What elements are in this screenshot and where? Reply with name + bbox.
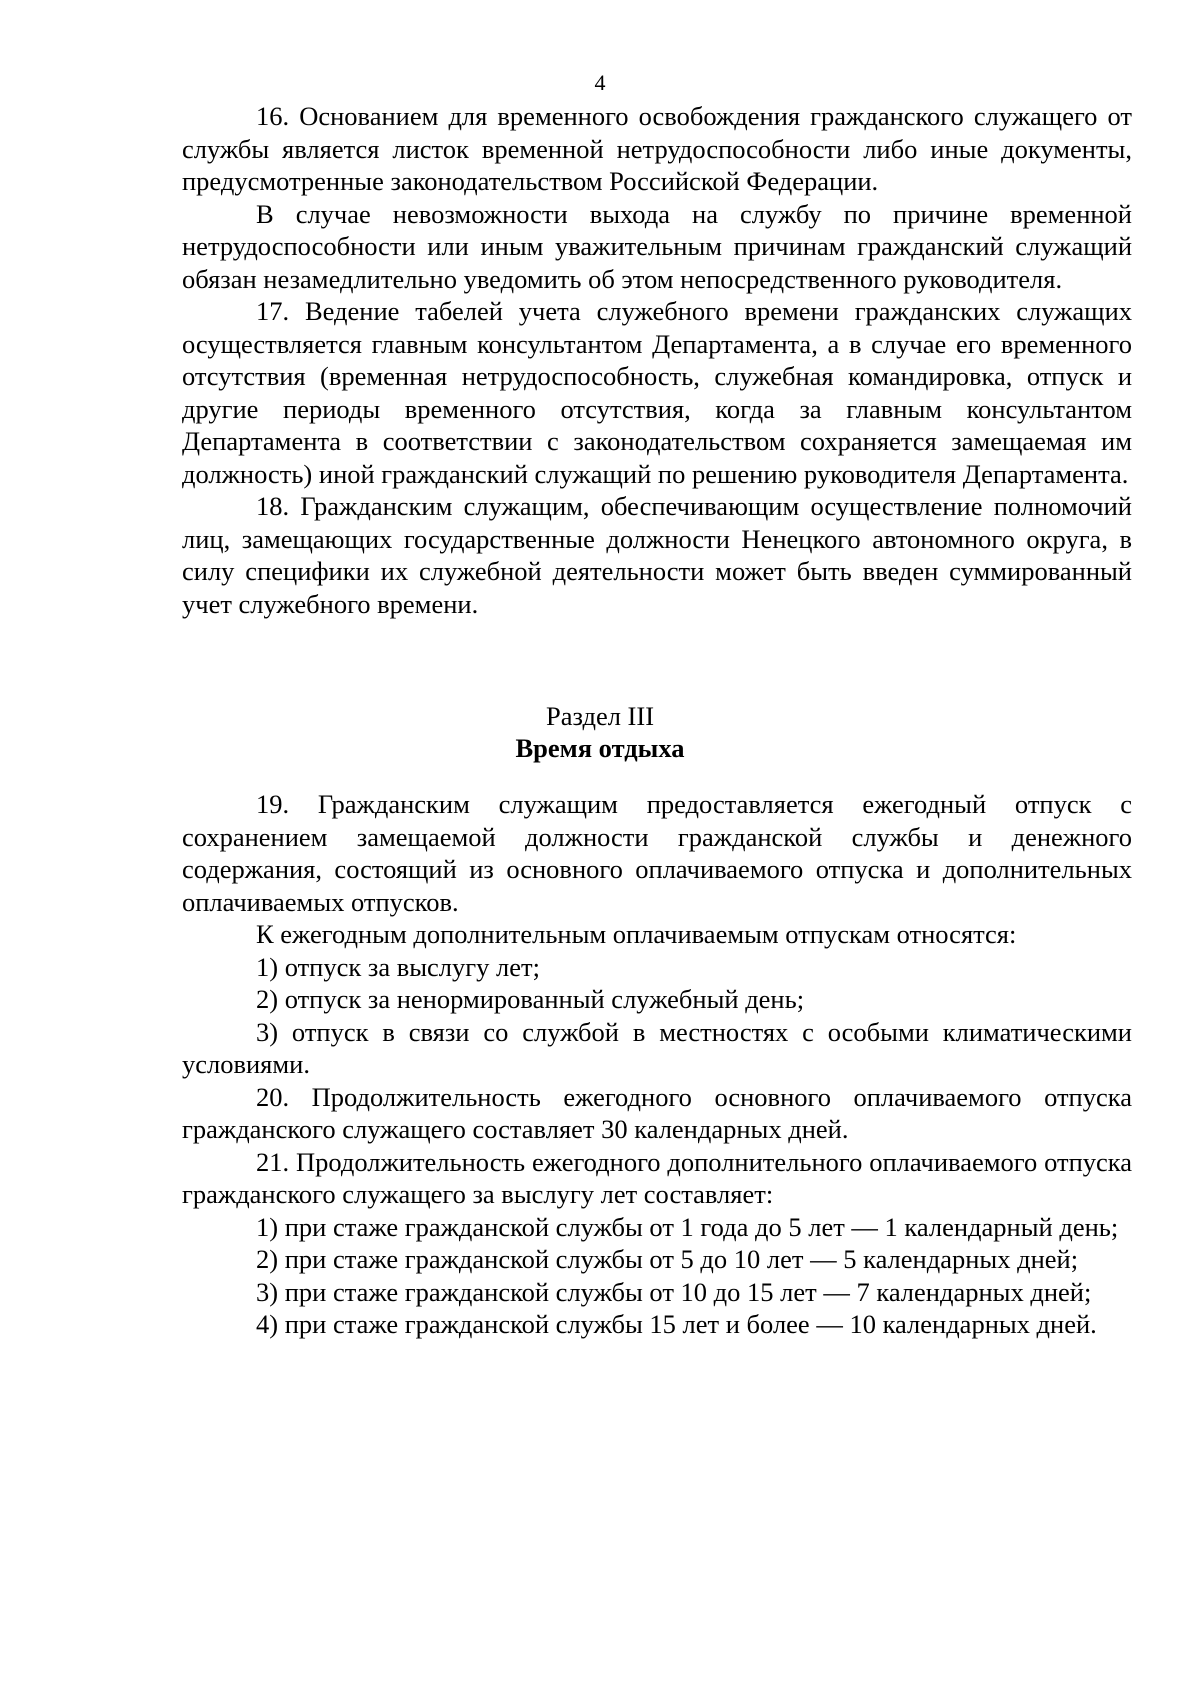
paragraph-17: 17. Ведение табелей учета служебного времени гражданских служащих осуществляется главным консультантом Департамента, а в случае его временного отсутствия (временная нетрудоспособность, служебная командировка, отпуск и другие периоды временного отсутствия, когда за главным консультантом Департамента в соответствии с законодательством сохраняется замещаемая им должность) иной гражданский служащий по решению руководителя Департамента. xyxy=(182,296,1132,489)
paragraph-16: 16. Основанием для временного освобождения гражданского служащего от службы является листок временной нетрудоспособности либо иные документы, предусмотренные законодательством Российской Федерации. xyxy=(182,101,1132,196)
paragraph-16-note: В случае невозможности выхода на службу по причине временной нетрудоспособности или иным уважительным причинам гражданский служащий обязан незамедлительно уведомить об этом непосредственного руководителя. xyxy=(182,198,1132,294)
text-block-before-section xyxy=(182,100,1132,620)
tenure-item-4: 4) при стаже гражданской службы 15 лет и более — 10 календарных дней. xyxy=(256,1309,1097,1339)
paragraph-19-list-intro: К ежегодным дополнительным оплачиваемым отпускам относятся: xyxy=(256,919,1017,949)
paragraph-19: 19. Гражданским служащим предоставляется ежегодный отпуск с сохранением замещаемой должности гражданской службы и денежного содержания, состоящий из основного оплачиваемого отпуска и дополнительных оплачиваемых отпусков. xyxy=(182,789,1132,917)
tenure-item-3: 3) при стаже гражданской службы от 10 до 15 лет — 7 календарных дней; xyxy=(256,1276,1092,1307)
paragraph-18: 18. Гражданским служащим, обеспечивающим осуществление полномочий лиц, замещающих государственные должности Ненецкого автономного округа, в силу специфики их служебной деятельности может быть введен суммированный учет служебного времени. xyxy=(182,491,1132,619)
paragraph-20: 20. Продолжительность ежегодного основного оплачиваемого отпуска гражданского служащего составляет 30 календарных дней. xyxy=(182,1081,1132,1144)
section-heading xyxy=(0,700,1200,764)
text-block-after-section xyxy=(182,788,1132,1341)
list-item-2: 2) отпуск за ненормированный служебный день; xyxy=(256,984,805,1014)
section-label: Раздел III xyxy=(545,701,655,731)
paragraph-21: 21. Продолжительность ежегодного дополнительного оплачиваемого отпуска гражданского служащего за выслугу лет составляет: xyxy=(182,1146,1132,1209)
list-item-3: 3) отпуск в связи со службой в местностях с особыми климатическими условиями. xyxy=(182,1016,1132,1079)
tenure-item-2: 2) при стаже гражданской службы от 5 до 10 лет — 5 календарных дней; xyxy=(256,1244,1079,1274)
tenure-item-1: 1) при стаже гражданской службы от 1 года до 5 лет — 1 календарный день; xyxy=(256,1211,1119,1242)
page-number: 4 xyxy=(594,70,606,95)
section-title: Время отдыха xyxy=(515,733,685,763)
list-item-1: 1) отпуск за выслугу лет; xyxy=(256,951,540,982)
